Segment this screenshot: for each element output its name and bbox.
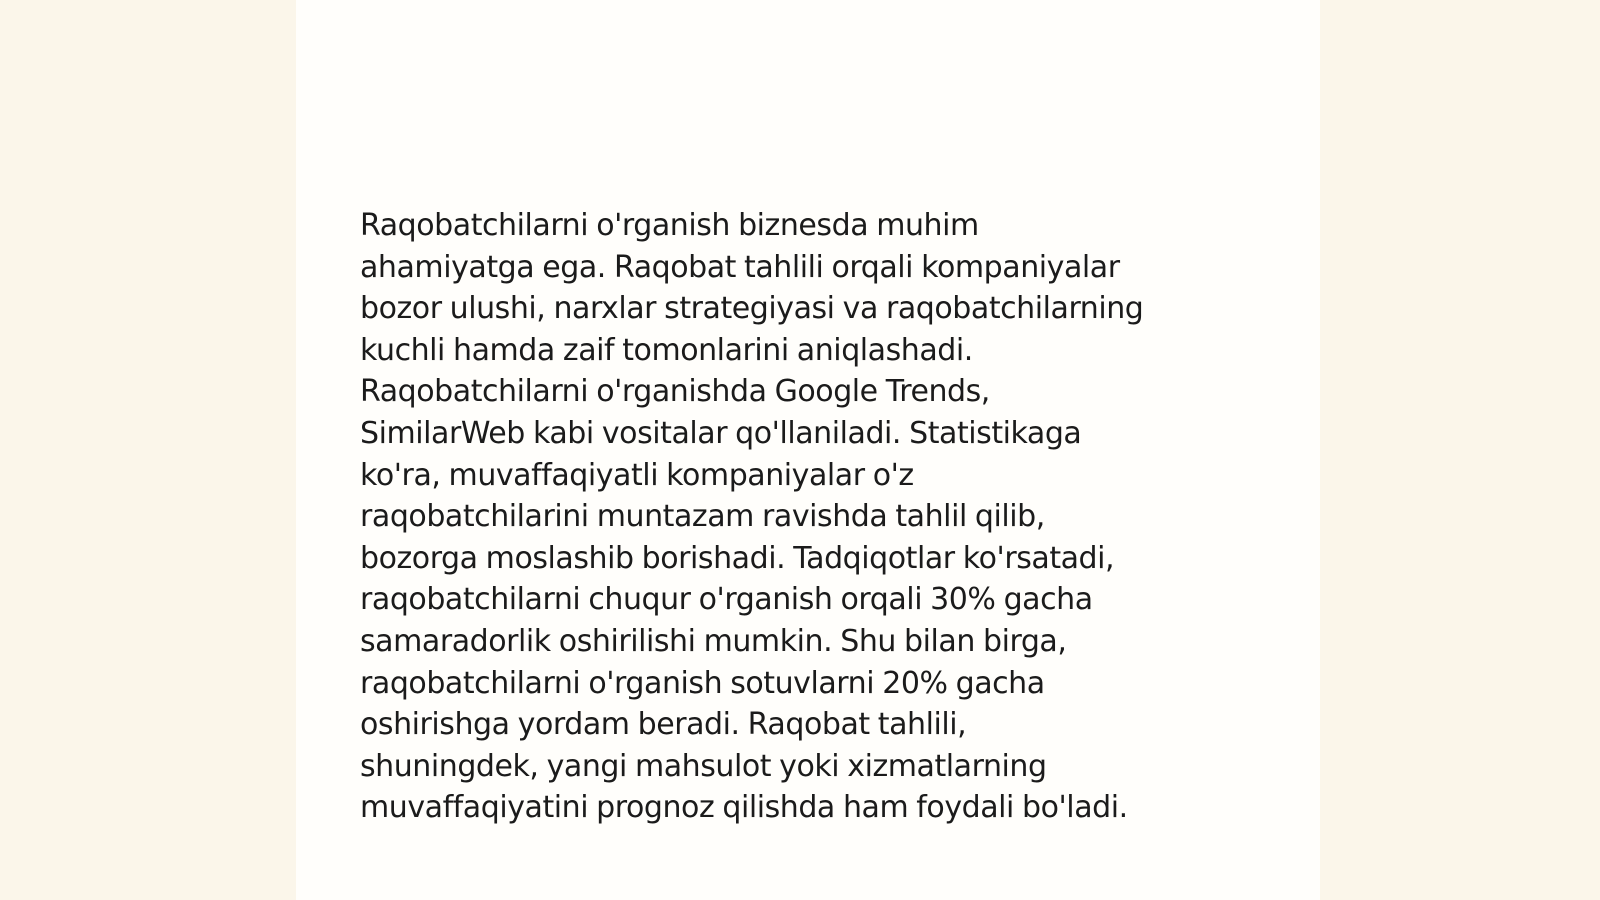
- paragraph-line: Raqobatchilarni o'rganishda Google Trends,: [360, 374, 990, 410]
- paragraph-line: shuningdek, yangi mahsulot yoki xizmatlarning: [360, 748, 1047, 784]
- paragraph-line: raqobatchilarini muntazam ravishda tahlil qilib,: [360, 499, 1045, 535]
- paragraph-line: kuchli hamda zaif tomonlarini aniqlashadi.: [360, 332, 973, 368]
- paragraph-line: oshirishga yordam beradi. Raqobat tahlili,: [360, 707, 967, 743]
- paragraph-line: muvaffaqiyatini prognoz qilishda ham foydali bo'ladi.: [360, 790, 1128, 826]
- body-paragraph: [360, 205, 1260, 829]
- paragraph-line: samaradorlik oshirilishi mumkin. Shu bilan birga,: [360, 623, 1067, 659]
- paragraph-line: Raqobatchilarni o'rganish biznesda muhim: [360, 208, 979, 243]
- paragraph-line: raqobatchilarni o'rganish sotuvlarni 20% gacha: [360, 665, 1045, 701]
- paragraph-line: SimilarWeb kabi vositalar qo'llaniladi. Statistikaga: [360, 415, 1082, 451]
- paragraph-line: raqobatchilarni chuqur o'rganish orqali 30% gacha: [360, 582, 1093, 618]
- paragraph-line: bozorga moslashib borishadi. Tadqiqotlar ko'rsatadi,: [360, 540, 1115, 576]
- paragraph-line: ko'ra, muvaffaqiyatli kompaniyalar o'z: [360, 457, 914, 493]
- document-page: [296, 0, 1320, 900]
- paragraph-line: bozor ulushi, narxlar strategiyasi va raqobatchilarning: [360, 291, 1144, 327]
- paragraph-line: ahamiyatga ega. Raqobat tahlili orqali kompaniyalar: [360, 249, 1120, 285]
